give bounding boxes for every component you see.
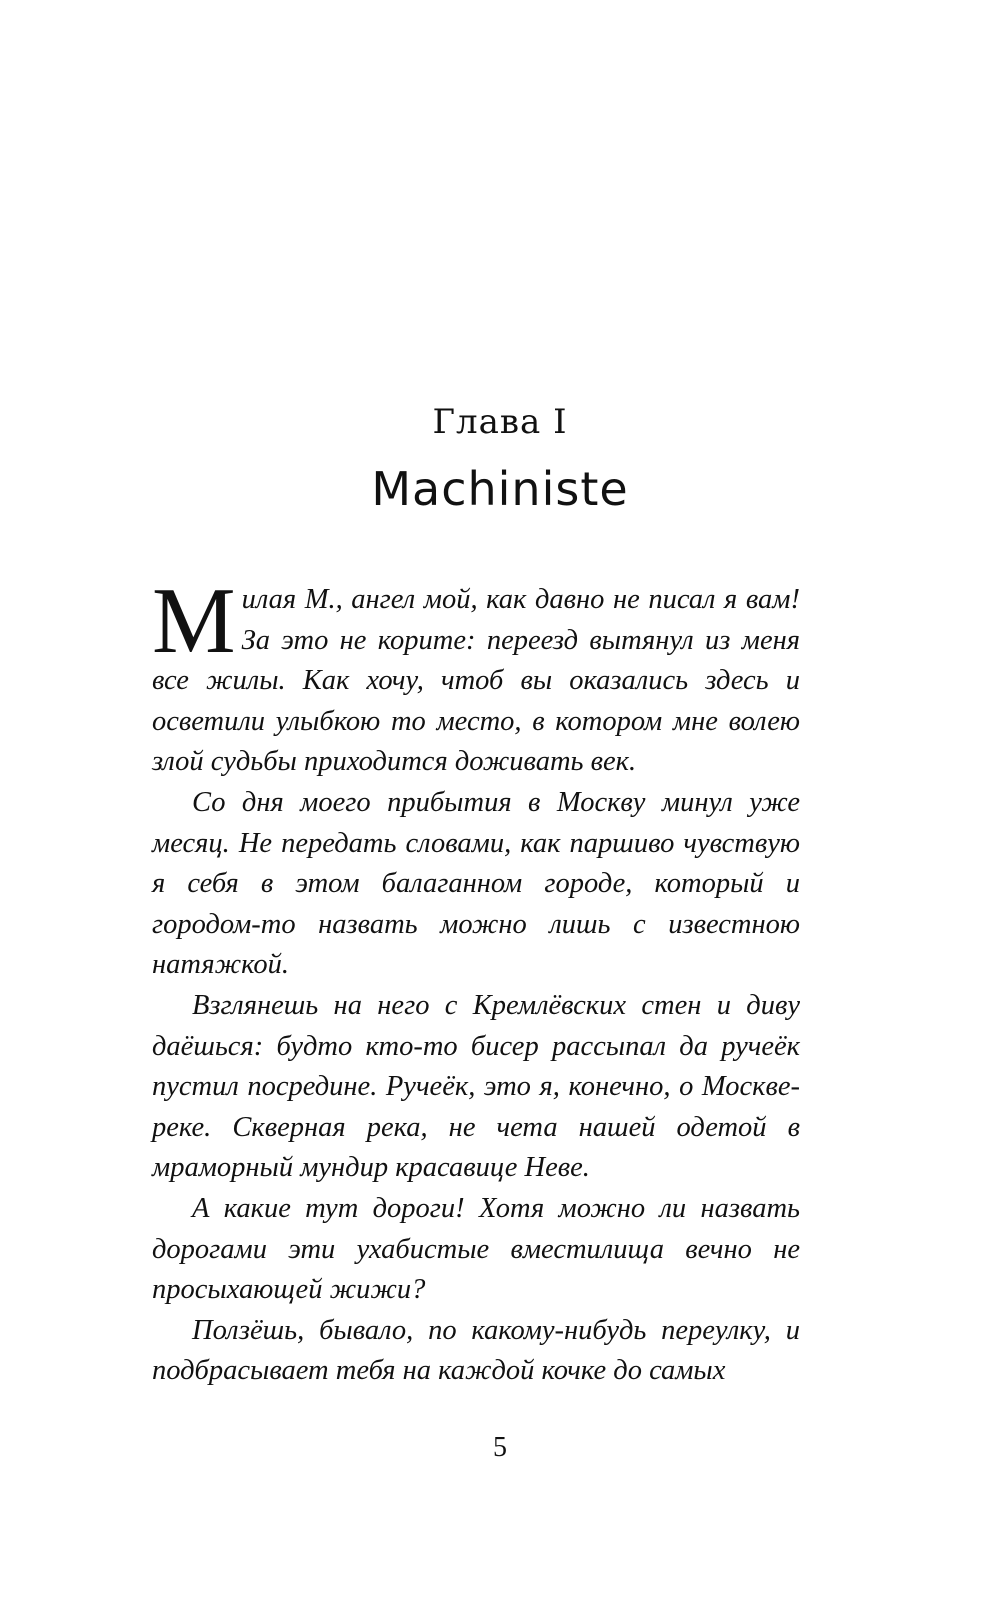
paragraph-5: Ползёшь, бывало, по какому-нибудь переулку, и подбрасывает тебя на каждой кочке до самых <box>152 1314 800 1387</box>
drop-cap: М <box>152 569 236 673</box>
page-number: 5 <box>493 1432 507 1463</box>
paragraph-1 <box>152 569 800 783</box>
paragraph-1-text: илая М., ангел мой, как давно не писал я вам! За это не корите: переезд вытянул из меня все жилы. Как хочу, чтоб вы оказались здесь и осветили улыбкою то место, в котором мне волею злой судьбы приходится доживать век. <box>152 584 800 778</box>
paragraph-4: А какие тут дороги! Хотя можно ли назвать дорогами эти ухабистые вместилища вечно не просыхающей жижи? <box>152 1192 800 1306</box>
chapter-body <box>152 569 800 1392</box>
paragraph-3: Взглянешь на него с Кремлёвских стен и диву даёшься: будто кто-то бисер рассыпал да ручеёк пустил посредине. Ручеёк, это я, конечно, о Москве-реке. Скверная река, не чета нашей одетой в мраморный мундир красавице Неве. <box>152 989 800 1184</box>
chapter-title: Machiniste <box>371 462 629 516</box>
paragraph-2: Со дня моего прибытия в Москву минул уже месяц. Не передать словами, как паршиво чувствую я себя в этом балаганном городе, который и городом-то назвать можно лишь с известною натяжкой. <box>152 786 800 981</box>
chapter-label: Глава I <box>432 402 568 442</box>
